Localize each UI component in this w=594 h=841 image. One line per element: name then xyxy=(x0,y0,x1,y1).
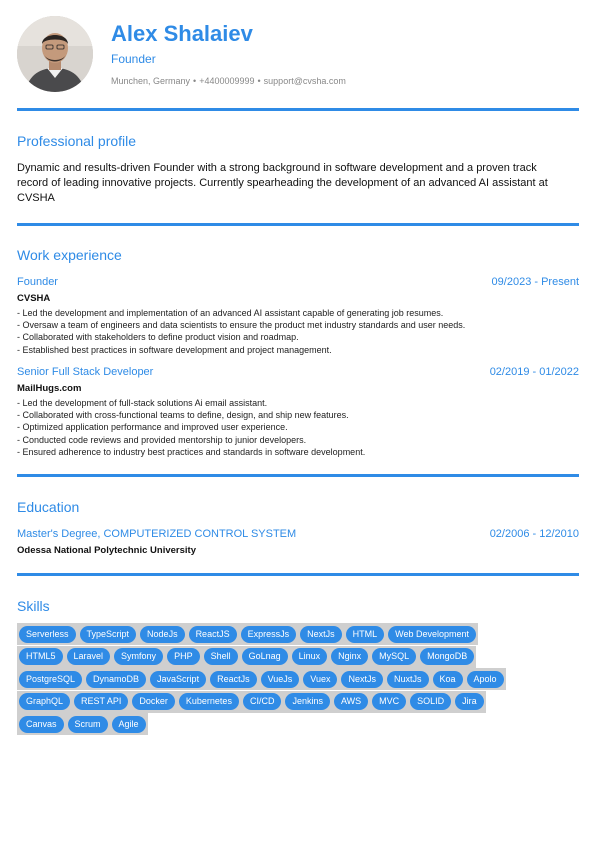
skill-row xyxy=(17,623,579,646)
skill-chip xyxy=(344,623,387,645)
bullet-item: - Led the development and implementation of an advanced AI assistant capable of generating job resumes. xyxy=(17,308,444,318)
skill-chip xyxy=(283,691,332,713)
skill-label: REST API xyxy=(74,693,128,710)
skill-label: GraphQL xyxy=(19,693,70,710)
skill-chip xyxy=(17,623,78,645)
skill-chip xyxy=(17,646,65,668)
skill-label: Canvas xyxy=(19,716,64,733)
phone[interactable]: +4400009999 xyxy=(199,76,255,86)
skill-chip xyxy=(110,713,148,735)
skill-label: NuxtJs xyxy=(387,671,429,688)
skill-label: Nginx xyxy=(331,648,368,665)
education-section-title: Education xyxy=(17,499,80,515)
profile-text: Dynamic and results-driven Founder with a strong background in software development and a proven track record of leading innovative projects. Currently spearheading the development of an advanced AI assistant at CVSHA xyxy=(17,162,548,204)
skill-label: NextJs xyxy=(341,671,383,688)
bullet-item: - Conducted code reviews and provided mentorship to junior developers. xyxy=(17,434,307,445)
skill-chip xyxy=(239,623,299,645)
bullet-item: - Established best practices in software development and project management. xyxy=(17,344,332,355)
skill-chip xyxy=(385,668,431,690)
experience-section-title: Work experience xyxy=(17,247,122,263)
skill-label: Laravel xyxy=(67,648,111,665)
skill-label: HTML xyxy=(346,626,385,643)
skill-label: Kubernetes xyxy=(179,693,239,710)
skill-label: Vuex xyxy=(303,671,337,688)
skill-chip xyxy=(329,646,370,668)
skill-label: Shell xyxy=(204,648,238,665)
location: Munchen, Germany xyxy=(111,76,191,86)
skill-chip xyxy=(17,713,66,735)
job-date: 09/2023 - Present xyxy=(491,276,579,288)
school-name: Odessa National Polytechnic University xyxy=(17,545,196,556)
skill-label: MySQL xyxy=(372,648,416,665)
skill-label: DynamoDB xyxy=(86,671,146,688)
skill-chip xyxy=(202,646,240,668)
skill-label: Koa xyxy=(433,671,463,688)
skill-chip xyxy=(66,713,110,735)
skill-label: ReactJs xyxy=(210,671,257,688)
skill-label: Agile xyxy=(112,716,146,733)
skill-chip xyxy=(241,691,284,713)
job-date: 02/2019 - 01/2022 xyxy=(489,366,579,378)
job-bullets xyxy=(17,397,577,458)
skill-row xyxy=(17,713,579,736)
skill-chip xyxy=(72,691,130,713)
skill-chip xyxy=(431,668,465,690)
skill-label: Apolo xyxy=(467,671,504,688)
bullet-item: - Collaborated with cross-functional teams to define, design, and ship new features. xyxy=(17,410,349,421)
skill-chip xyxy=(298,623,344,645)
skill-chip xyxy=(259,668,302,690)
skill-chip xyxy=(148,668,208,690)
bullet-item: - Ensured adherence to industry best practices and standards in software development. xyxy=(17,446,366,457)
company-name: MailHugs.com xyxy=(17,383,82,394)
skill-chip xyxy=(208,668,259,690)
skill-label: Docker xyxy=(132,693,175,710)
skill-chip xyxy=(65,646,113,668)
skill-label: Serverless xyxy=(19,626,76,643)
bullet-item: - Oversaw a team of engineers and data scientists to ensure the product met industry standards and user needs. xyxy=(17,320,466,331)
bullet-item: - Led the development of full-stack solutions Ai email assistant. xyxy=(17,398,268,408)
skill-chip xyxy=(84,668,148,690)
job-bullets xyxy=(17,307,577,356)
skill-label: PHP xyxy=(167,648,200,665)
education-date: 02/2006 - 12/2010 xyxy=(489,528,579,540)
skill-chip xyxy=(112,646,165,668)
bullet-item: - Optimized application performance and improved user experience. xyxy=(17,422,288,433)
skill-chip xyxy=(339,668,385,690)
section-divider xyxy=(17,223,579,226)
job-title: Senior Full Stack Developer xyxy=(17,366,154,378)
skill-label: ReactJS xyxy=(189,626,237,643)
skill-label: Scrum xyxy=(68,716,108,733)
job-role: Founder xyxy=(111,52,156,66)
skill-label: MongoDB xyxy=(420,648,474,665)
profile-section-title: Professional profile xyxy=(17,133,137,149)
skill-chip xyxy=(138,623,187,645)
skill-chip xyxy=(418,646,476,668)
skills-section-title: Skills xyxy=(17,598,50,614)
skill-label: Jira xyxy=(455,693,484,710)
full-name: Alex Shalaiev xyxy=(111,21,253,46)
skill-chip xyxy=(240,646,290,668)
email[interactable]: support@cvsha.com xyxy=(263,76,346,86)
skill-label: NodeJs xyxy=(140,626,185,643)
separator-dot: • xyxy=(193,76,197,86)
skill-label: Linux xyxy=(292,648,328,665)
skill-label: JavaScript xyxy=(150,671,206,688)
skill-chip xyxy=(332,691,370,713)
skill-label: NextJs xyxy=(300,626,342,643)
skill-chip xyxy=(177,691,241,713)
skill-label: Web Development xyxy=(388,626,476,643)
skill-label: Symfony xyxy=(114,648,163,665)
skill-row xyxy=(17,668,579,691)
section-divider xyxy=(17,108,579,111)
avatar xyxy=(17,16,93,92)
skill-label: ExpressJs xyxy=(241,626,297,643)
skill-chip xyxy=(187,623,239,645)
skill-row xyxy=(17,646,579,669)
skills-list xyxy=(17,623,579,736)
section-divider xyxy=(17,474,579,477)
skill-label: TypeScript xyxy=(80,626,137,643)
section-divider xyxy=(17,573,579,576)
skill-chip xyxy=(17,691,72,713)
company-name: CVSHA xyxy=(17,293,51,304)
skill-chip xyxy=(370,646,418,668)
skill-chip xyxy=(130,691,177,713)
skill-chip xyxy=(453,691,486,713)
bullet-item: - Collaborated with stakeholders to define product vision and roadmap. xyxy=(17,332,299,343)
resume-header xyxy=(17,16,579,94)
skill-label: MVC xyxy=(372,693,406,710)
job-title: Founder xyxy=(17,276,58,288)
profile-photo xyxy=(17,16,93,92)
skill-chip xyxy=(17,668,84,690)
skill-chip xyxy=(78,623,139,645)
skill-chip xyxy=(386,623,478,645)
skill-label: AWS xyxy=(334,693,368,710)
skill-chip xyxy=(301,668,339,690)
skill-chip xyxy=(165,646,202,668)
skill-chip xyxy=(408,691,453,713)
contact-line xyxy=(111,76,346,86)
skill-label: PostgreSQL xyxy=(19,671,82,688)
skill-label: CI/CD xyxy=(243,693,282,710)
degree: Master's Degree, COMPUTERIZED CONTROL SYSTEM xyxy=(17,528,297,540)
skill-label: HTML5 xyxy=(19,648,63,665)
skill-chip xyxy=(370,691,408,713)
skill-chip xyxy=(290,646,330,668)
skill-label: SOLID xyxy=(410,693,451,710)
separator-dot: • xyxy=(257,76,261,86)
skill-label: Jenkins xyxy=(285,693,330,710)
skill-label: VueJs xyxy=(261,671,300,688)
skill-label: GoLnag xyxy=(242,648,288,665)
skill-chip xyxy=(465,668,506,690)
skill-row xyxy=(17,691,579,714)
